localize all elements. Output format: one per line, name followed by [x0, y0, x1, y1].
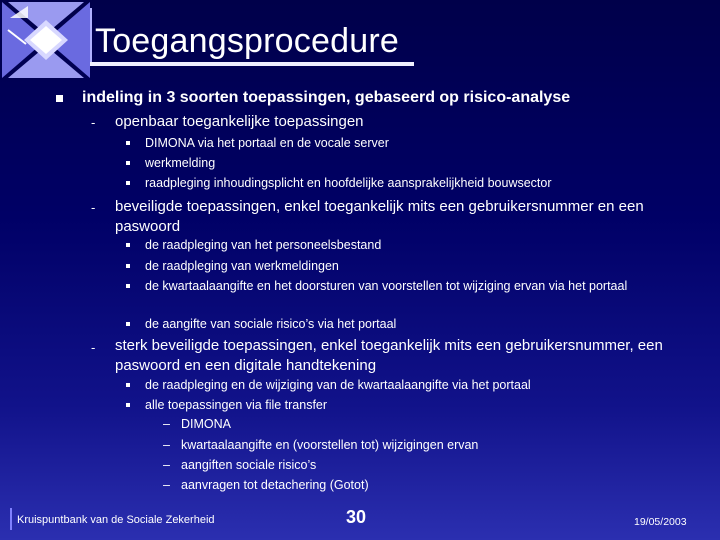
footer-organization: Kruispuntbank van de Sociale Zekerheid [17, 514, 215, 526]
dash-icon: – [163, 438, 170, 452]
list-item: de raadpleging en de wijziging van de kwartaalaangifte via het portaal [145, 378, 531, 392]
sub-list-item: DIMONA [181, 417, 231, 431]
dash-icon: – [163, 417, 170, 431]
dash-icon: - [91, 200, 96, 215]
dot-bullet-icon [126, 403, 130, 407]
dot-bullet-icon [126, 161, 130, 165]
dash-icon: - [91, 115, 96, 130]
list-item: werkmelding [145, 156, 216, 170]
main-bullet: indeling in 3 soorten toepassingen, gebaseerd op risico-analyse [82, 89, 571, 106]
list-item: alle toepassingen via file transfer [145, 398, 328, 412]
list-item: de kwartaalaangifte en het doorsturen van voorstellen tot wijziging ervan via het portaal [145, 279, 628, 293]
dash-icon: – [163, 478, 170, 492]
dot-bullet-icon [126, 243, 130, 247]
list-item: de raadpleging van werkmeldingen [145, 259, 339, 273]
footer-date: 19/05/2003 [634, 516, 687, 528]
footer-divider [10, 508, 12, 530]
group-heading: beveiligde toepassingen, enkel toegankelijk mits een gebruikersnummer en een paswoord [115, 198, 644, 235]
dot-bullet-icon [126, 141, 130, 145]
group-heading: openbaar toegankelijke toepassingen [115, 113, 364, 130]
page-number: 30 [346, 507, 367, 527]
square-bullet-icon [56, 95, 63, 102]
group-heading: sterk beveiligde toepassingen, enkel toegankelijk mits een gebruikersnummer, een paswoord en een digitale handtekening [115, 337, 663, 374]
list-item: de aangifte van sociale risico’s via het portaal [145, 317, 397, 331]
dot-bullet-icon [126, 383, 130, 387]
dot-bullet-icon [126, 181, 130, 185]
sub-list-item: aanvragen tot detachering (Gotot) [181, 478, 369, 492]
dash-icon: - [91, 340, 96, 355]
slide-title: Toegangsprocedure [95, 22, 399, 60]
dash-icon: – [163, 458, 170, 472]
list-item: raadpleging inhoudingsplicht en hoofdelijke aansprakelijkheid bouwsector [145, 176, 552, 190]
sub-list-item: kwartaalaangifte en (voorstellen tot) wijzigingen ervan [181, 438, 479, 452]
list-item: de raadpleging van het personeelsbestand [145, 238, 382, 252]
sub-list-item: aangiften sociale risico’s [181, 458, 317, 472]
dot-bullet-icon [126, 284, 130, 288]
list-item: DIMONA via het portaal en de vocale server [145, 136, 389, 150]
dot-bullet-icon [126, 322, 130, 326]
dot-bullet-icon [126, 264, 130, 268]
